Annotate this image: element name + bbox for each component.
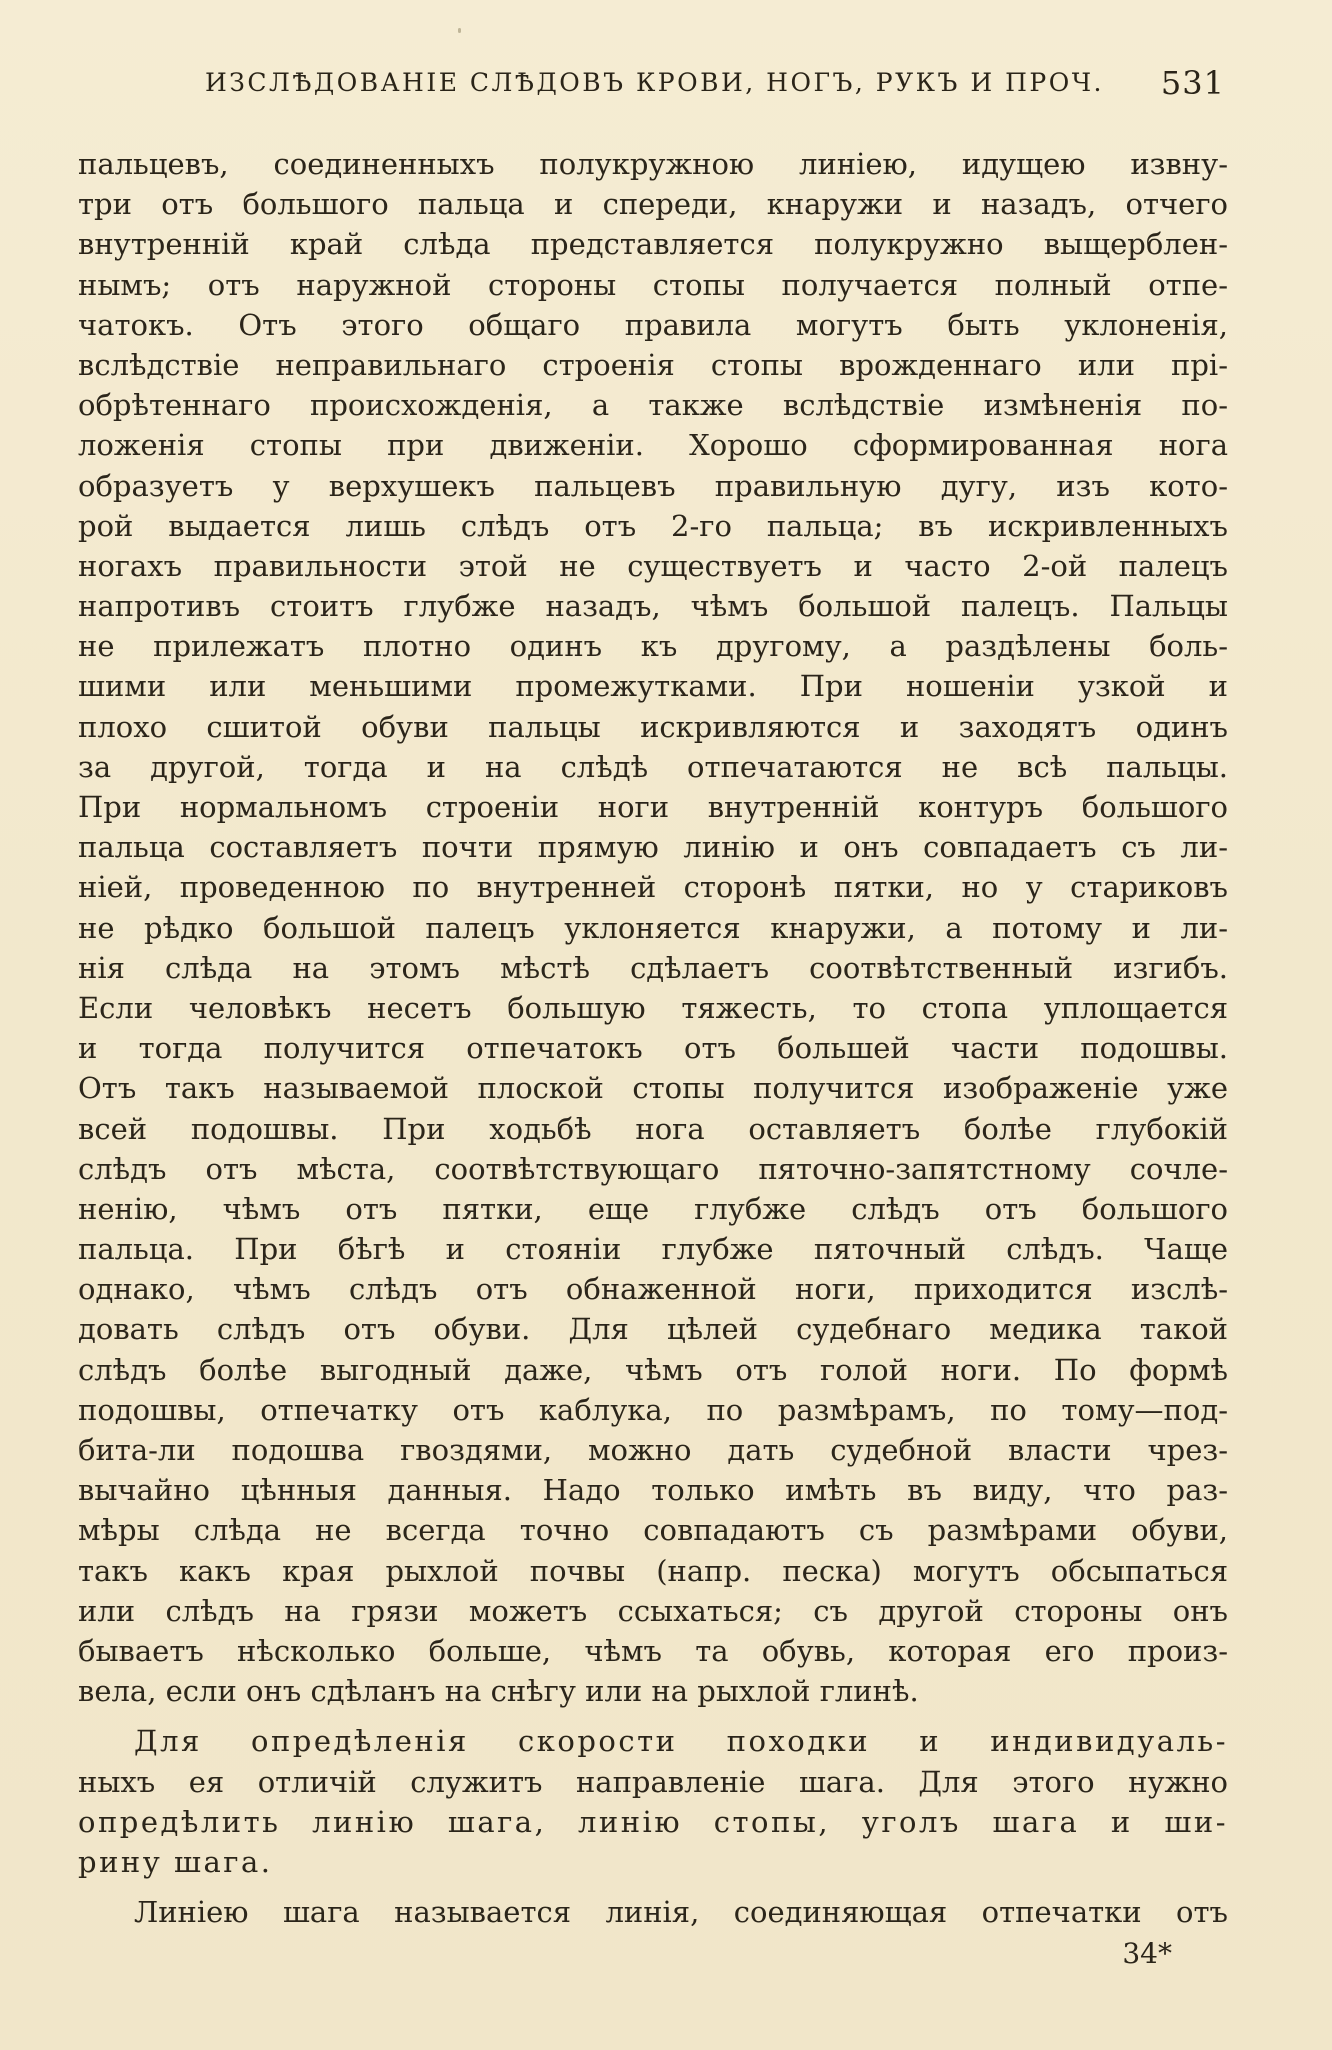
running-title: ИЗСЛѢДОВАНІЕ СЛѢДОВЪ КРОВИ, НОГЪ, РУКЪ И ПРОЧ.: [205, 68, 1104, 97]
text-line: внутренній край слѣда представляется полукружно выщерблен-: [78, 227, 1228, 262]
text-line: вычайно цѣнныя данныя. Надо только имѣть въ виду, что раз-: [78, 1473, 1228, 1508]
text-line: не рѣдко большой палецъ уклоняется кнаружи, а потому и ли-: [78, 910, 1228, 945]
text-line: рой выдается лишь слѣдъ отъ 2-го пальца; въ искривленныхъ: [78, 508, 1228, 543]
text-line: нія слѣда на этомъ мѣстѣ сдѣлаетъ соотвѣтственный изгибъ.: [78, 950, 1228, 985]
text-line: ложенія стопы при движеніи. Хорошо сформированная нога: [78, 428, 1228, 463]
text-line: ногахъ правильности этой не существуетъ и часто 2-ой палецъ: [78, 548, 1228, 583]
text-line: не прилежатъ плотно одинъ къ другому, а раздѣлены боль-: [78, 629, 1228, 664]
text-line: бываетъ нѣсколько больше, чѣмъ та обувь, которая его произ-: [78, 1633, 1228, 1668]
page-number: 531: [1160, 64, 1225, 102]
text-line: Отъ такъ называемой плоской стопы получится изображеніе уже: [78, 1071, 1228, 1106]
text-line: всей подошвы. При ходьбѣ нога оставляетъ болѣе глубокій: [78, 1111, 1228, 1146]
text-line: Линіею шага называется линія, соединяющая отпечатки отъ: [134, 1895, 1228, 1930]
text-line: слѣдъ болѣе выгодный даже, чѣмъ отъ голой ноги. По формѣ: [78, 1352, 1228, 1387]
text-line: три отъ большого пальца и спереди, кнаружи и назадъ, отчего: [78, 187, 1228, 222]
text-line: При нормальномъ строеніи ноги внутренній контуръ большого: [78, 790, 1228, 824]
text-line: напротивъ стоитъ глубже назадъ, чѣмъ большой палецъ. Пальцы: [78, 589, 1228, 624]
text-line: плохо сшитой обуви пальцы искривляются и заходятъ одинъ: [78, 709, 1228, 744]
text-line: шими или меньшими промежутками. При ношеніи узкой и: [78, 669, 1228, 704]
text-line: вела, если онъ сдѣланъ на снѣгу или на рыхлой глинѣ.: [78, 1674, 919, 1709]
text-line: образуетъ у верхушекъ пальцевъ правильную дугу, изъ кото-: [78, 468, 1228, 503]
text-line: мѣры слѣда не всегда точно совпадаютъ съ размѣрами обуви,: [78, 1513, 1228, 1548]
paragraph-gap: [78, 1882, 1228, 1892]
text-line: рину шага.: [78, 1844, 273, 1879]
text-line: Если человѣкъ несетъ большую тяжесть, то стопа уплощается: [78, 990, 1228, 1025]
text-line: нымъ; отъ наружной стороны стопы получается полный отпе-: [78, 267, 1228, 302]
paragraph: [78, 1721, 1228, 1882]
text-line: или слѣдъ на грязи можетъ ссыхаться; съ другой стороны онъ: [78, 1593, 1228, 1628]
text-line: пальца. При бѣгѣ и стояніи глубже пяточный слѣдъ. Чаще: [78, 1232, 1228, 1267]
text-line: ніей, проведенною по внутренней сторонѣ пятки, но у стариковъ: [78, 870, 1228, 905]
text-line: однако, чѣмъ слѣдъ отъ обнаженной ноги, приходится изслѣ-: [78, 1272, 1228, 1307]
text-line: вслѣдствіе неправильнаго строенія стопы врожденнаго или прі-: [78, 347, 1228, 382]
text-line: подошвы, отпечатку отъ каблука, по размѣрамъ, по тому—под-: [78, 1392, 1228, 1427]
body-text: [78, 144, 1228, 1932]
text-line: чатокъ. Отъ этого общаго правила могутъ быть уклоненія,: [78, 307, 1228, 342]
text-line: ненію, чѣмъ отъ пятки, еще глубже слѣдъ отъ большого: [78, 1191, 1228, 1226]
text-line: и тогда получится отпечатокъ отъ большей части подошвы.: [78, 1031, 1228, 1066]
paragraph-gap: [78, 1711, 1228, 1721]
text-line: такъ какъ края рыхлой почвы (напр. песка) могутъ обсыпаться: [78, 1553, 1228, 1588]
paragraph: [78, 144, 1228, 1711]
text-line: за другой, тогда и на слѣдѣ отпечатаются не всѣ пальцы.: [78, 749, 1228, 784]
text-line: Для опредѣленія скорости походки и индивидуаль-: [134, 1724, 1228, 1759]
signature-mark: 34*: [1122, 1937, 1172, 1970]
text-line: пальца составляетъ почти прямую линію и онъ совпадаетъ съ ли-: [78, 830, 1228, 865]
text-line: опредѣлить линію шага, линію стопы, уголъ шага и ши-: [78, 1804, 1228, 1839]
text-line: слѣдъ отъ мѣста, соотвѣтствующаго пяточно-запятстному сочле-: [78, 1151, 1228, 1186]
text-line: пальцевъ, соединенныхъ полукружною линіею, идущею извну-: [78, 147, 1228, 181]
paper-speck: [458, 28, 461, 33]
text-line: бита-ли подошва гвоздями, можно дать судебной власти чрез-: [78, 1433, 1228, 1467]
page-header: [205, 64, 1225, 104]
text-line: обрѣтеннаго происхожденія, а также вслѣдствіе измѣненія по-: [78, 388, 1228, 423]
paragraph: [78, 1892, 1228, 1932]
text-line: ныхъ ея отличій служитъ направленіе шага. Для этого нужно: [78, 1764, 1228, 1799]
text-line: довать слѣдъ отъ обуви. Для цѣлей судебнаго медика такой: [78, 1312, 1228, 1347]
